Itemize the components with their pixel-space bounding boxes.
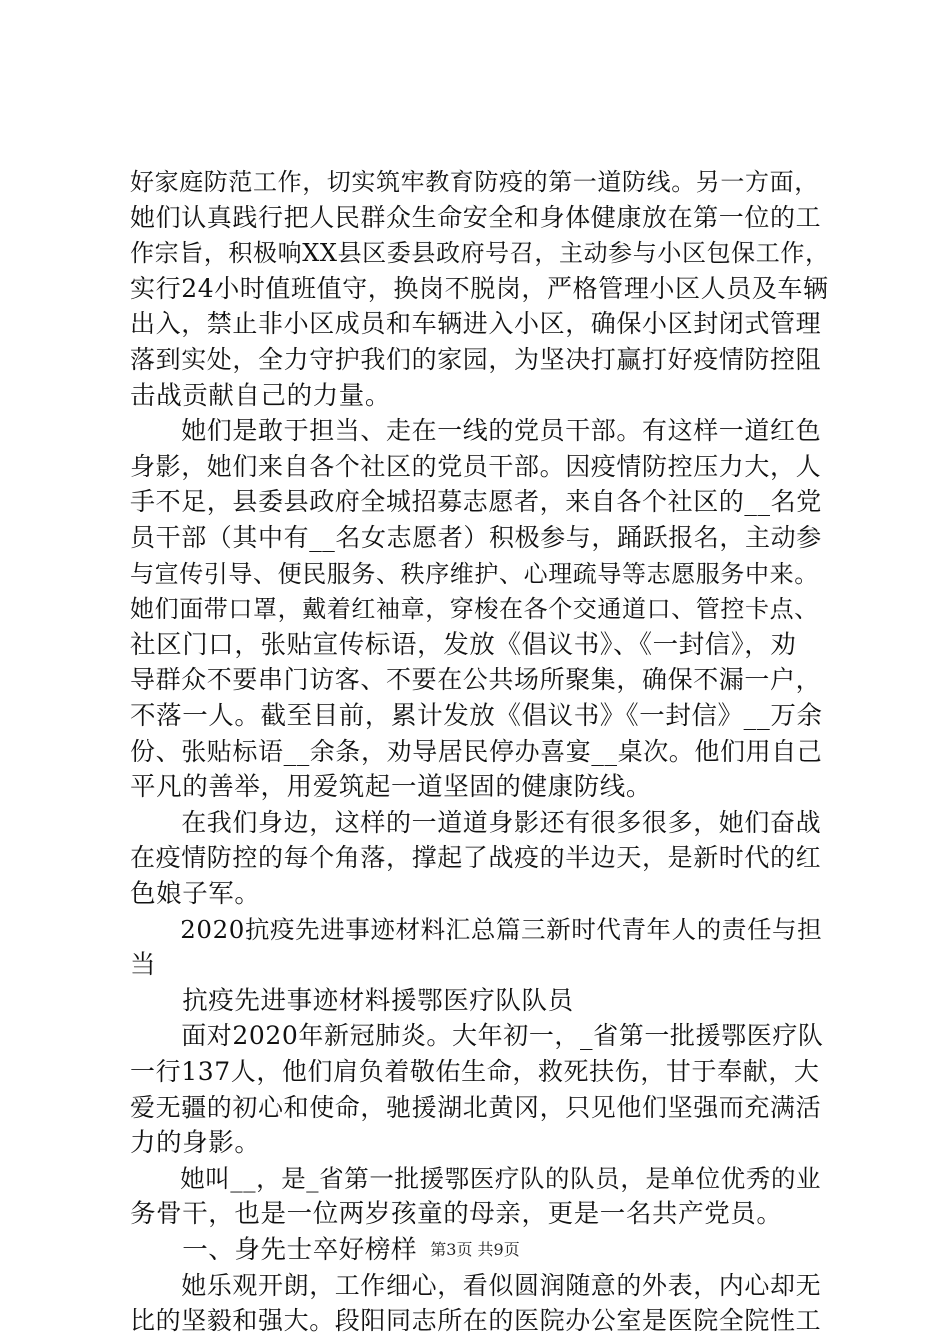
text-line: 好家庭防范工作，切实筑牢教育防疫的第一道防线。另一方面， [130, 168, 819, 196]
text-line: 务骨干，也是一位两岁孩童的母亲，更是一名共产党员。 [130, 1199, 783, 1230]
text-line: 在疫情防控的每个角落，撑起了战疫的半边天，是新时代的红 [130, 843, 822, 873]
text-line: 当 [130, 950, 157, 981]
text-line: 力的身影。 [130, 1128, 261, 1159]
text-line: 手不足，县委县政府全城招募志愿者，来自各个社区的__名党 [130, 487, 822, 517]
text-line: 一、身先士卒好榜样 [130, 1235, 418, 1265]
text-line: 她乐观开朗，工作细心，看似圆润随意的外表，内心却无 [130, 1270, 822, 1300]
text-line: 比的坚毅和强大。段阳同志所在的医院办公室是医院全院性工 [130, 1306, 822, 1336]
text-line: 平凡的善举，用爱筑起一道坚固的健康防线。 [130, 772, 653, 803]
page-footer: 第3页 共9页 [430, 1240, 520, 1259]
text-line: 她们面带口罩，戴着红袖章，穿梭在各个交通道口、管控卡点、 [130, 595, 819, 624]
text-line: 社区门口，张贴宣传标语，发放《倡议书》、《一封信》，劝 [130, 629, 797, 660]
text-line: 她们认真践行把人民群众生命安全和身体健康放在第一位的工 [130, 202, 822, 232]
text-line: 身影，她们来自各个社区的党员干部。因疫情防控压力大，人 [130, 451, 822, 481]
text-line: 作宗旨，积极响XX县区委县政府号召，主动参与小区包保工作， [130, 239, 830, 268]
text-line: 色娘子军。 [130, 879, 261, 909]
text-line: 面对2020年新冠肺炎。大年初一，_省第一批援鄂医疗队 [130, 1021, 824, 1051]
text-line: 她们是敢于担当、走在一线的党员干部。有这样一道红色 [130, 416, 822, 446]
text-line: 落到实处，全力守护我们的家园，为坚决打赢打好疫情防控阻 [130, 345, 822, 374]
text-line: 在我们身边，这样的一道道身影还有很多很多，她们奋战 [130, 807, 822, 837]
text-line: 不落一人。截至目前，累计发放《倡议书》《一封信》__万余 [130, 701, 823, 731]
text-line: 她叫__，是_省第一批援鄂医疗队的队员，是单位优秀的业 [130, 1163, 822, 1193]
text-line: 份、张贴标语__余条，劝导居民停办喜宴__桌次。他们用自己 [130, 736, 823, 766]
text-line: 2020抗疫先进事迹材料汇总篇三新时代青年人的责任与担 [130, 914, 823, 944]
text-line: 实行24小时值班值守，换岗不脱岗，严格管理小区人员及车辆 [130, 273, 829, 303]
text-line: 抗疫先进事迹材料援鄂医疗队队员 [130, 985, 574, 1016]
text-line: 与宣传引导、便民服务、秩序维护、心理疏导等志愿服务中来。 [130, 559, 819, 588]
text-line: 员干部（其中有__名女志愿者）积极参与，踊跃报名，主动参 [130, 523, 822, 552]
text-line: 出入，禁止非小区成员和车辆进入小区，确保小区封闭式管理 [130, 309, 822, 339]
text-line: 导群众不要串门访客、不要在公共场所聚集，确保不漏一户， [130, 665, 822, 695]
text-line: 击战贡献自己的力量。 [130, 380, 392, 411]
text-line: 一行137人，他们肩负着敬佑生命，救死扶伤，甘于奉献，大 [130, 1057, 820, 1086]
text-line: 爱无疆的初心和使命，驰援湖北黄冈，只见他们坚强而充满活 [130, 1092, 822, 1122]
